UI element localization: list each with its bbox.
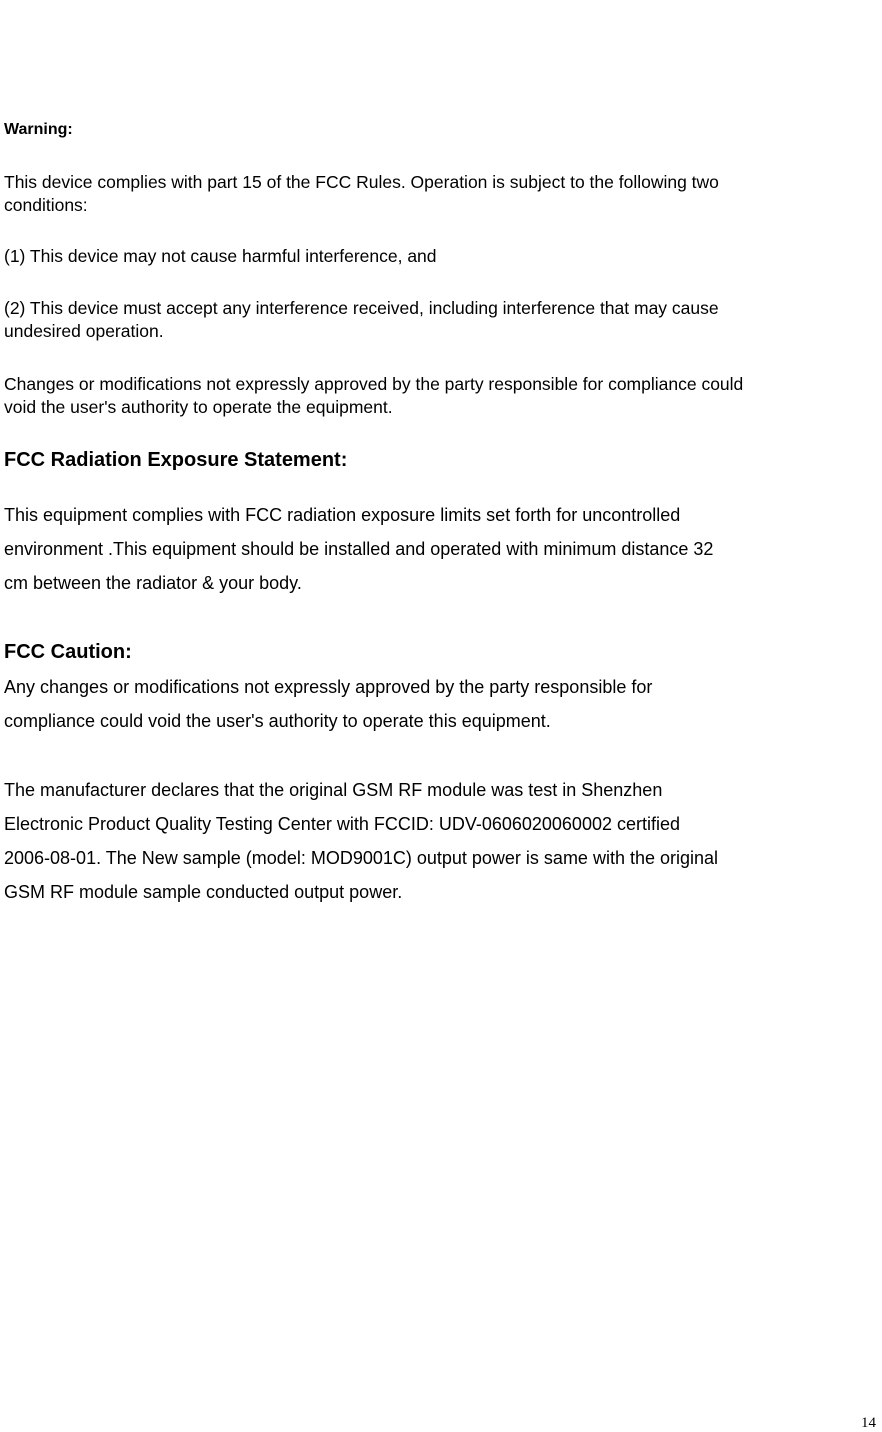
caution-statement-line: compliance could void the user's authority to operate this equipment. bbox=[4, 711, 551, 731]
condition-two-line: undesired operation. bbox=[4, 321, 164, 341]
changes-notice-line: void the user's authority to operate the equipment. bbox=[4, 397, 393, 417]
radiation-statement bbox=[4, 498, 874, 600]
changes-notice-line: Changes or modifications not expressly approved by the party responsible for compliance could bbox=[4, 374, 744, 394]
compliance-intro bbox=[4, 171, 874, 217]
radiation-statement-line: environment .This equipment should be installed and operated with minimum distance 32 bbox=[4, 539, 714, 559]
compliance-intro-line: conditions: bbox=[4, 195, 88, 215]
radiation-heading: FCC Radiation Exposure Statement: bbox=[4, 449, 348, 471]
manufacturer-declaration-line: 2006-08-01. The New sample (model: MOD9001C) output power is same with the original bbox=[4, 848, 719, 868]
manufacturer-declaration-line: GSM RF module sample conducted output power. bbox=[4, 882, 403, 902]
condition-two-line: (2) This device must accept any interference received, including interference that may cause bbox=[4, 298, 719, 318]
caution-statement-line: Any changes or modifications not expressly approved by the party responsible for bbox=[4, 677, 653, 697]
warning-heading: Warning: bbox=[4, 121, 73, 138]
caution-statement bbox=[4, 670, 874, 738]
condition-one-text: (1) This device may not cause harmful interference, and bbox=[4, 246, 437, 266]
caution-heading: FCC Caution: bbox=[4, 641, 132, 663]
condition-one bbox=[4, 245, 874, 268]
changes-notice bbox=[4, 373, 874, 419]
manufacturer-declaration bbox=[4, 773, 874, 909]
radiation-statement-line: cm between the radiator & your body. bbox=[4, 573, 302, 593]
radiation-statement-line: This equipment complies with FCC radiation exposure limits set forth for uncontrolled bbox=[4, 505, 681, 525]
page-number: 14 bbox=[861, 1415, 876, 1431]
manufacturer-declaration-line: The manufacturer declares that the original GSM RF module was test in Shenzhen bbox=[4, 780, 663, 800]
manufacturer-declaration-line: Electronic Product Quality Testing Center with FCCID: UDV-0606020060002 certified bbox=[4, 814, 681, 834]
condition-two bbox=[4, 297, 874, 343]
compliance-intro-line: This device complies with part 15 of the FCC Rules. Operation is subject to the following two bbox=[4, 172, 719, 192]
